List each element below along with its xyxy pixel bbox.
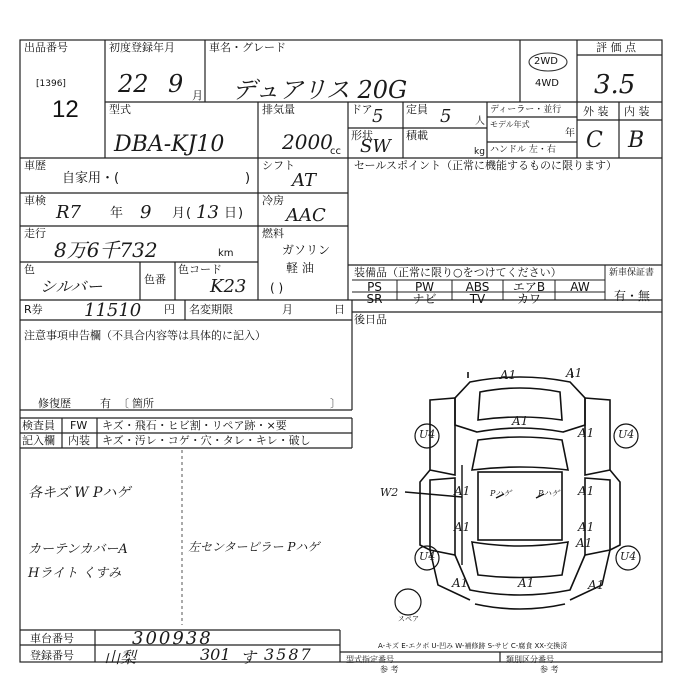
- month-unit-1: 月: [192, 89, 203, 102]
- insp-month-unit: 月: [172, 206, 186, 221]
- type-cert-ref: 参 考: [380, 665, 399, 674]
- reg-class: 301: [200, 645, 231, 664]
- name-change-label: 名変期限: [189, 303, 233, 316]
- hw-note-2: カーテンカバーA: [28, 542, 128, 557]
- color-value: シルバー: [40, 277, 103, 296]
- drive-2wd: 2WD: [534, 56, 558, 67]
- equipment-item: SR: [366, 292, 383, 306]
- damage-mark-u4: U4: [419, 550, 436, 563]
- handle-label: ハンドル 左・右: [490, 145, 556, 155]
- body-value: SW: [360, 136, 391, 157]
- category-ref: 参 考: [540, 665, 559, 674]
- model-year-label: モデル年式: [490, 120, 530, 129]
- damage-mark-phage: Pハゲ: [538, 489, 560, 498]
- damage-mark-a1: A1: [566, 366, 583, 380]
- usage-value: 自家用・(: [62, 171, 120, 186]
- insp-month: 9: [140, 202, 152, 223]
- repair-bracket-open: 〔: [118, 397, 129, 410]
- reg-label: 登録番号: [30, 649, 74, 662]
- cc-unit: cc: [330, 146, 341, 157]
- score-value: 3.5: [594, 70, 636, 100]
- damage-mark-phage: Pハゲ: [490, 489, 512, 498]
- insp-era: R7: [56, 202, 82, 223]
- ext-grade: C: [586, 128, 603, 153]
- chassis-number: 300938: [132, 628, 213, 649]
- reg-region: 山梨: [104, 648, 137, 667]
- displacement-value: 2000: [282, 130, 333, 154]
- mileage-label: 走行: [24, 227, 46, 240]
- equipment-item: AW: [570, 280, 590, 294]
- model-label: 型式: [109, 103, 131, 116]
- equipment-item: カワ: [516, 292, 541, 306]
- ac-label: 冷房: [262, 194, 284, 207]
- equipment-item: PW: [414, 280, 435, 294]
- reg-kana: す: [240, 648, 257, 667]
- inspector-label-2: 記入欄: [22, 434, 55, 447]
- damage-mark-a1: A1: [578, 484, 595, 498]
- damage-mark-a1: A1: [454, 484, 471, 498]
- displacement-label: 排気量: [262, 103, 295, 116]
- body-label: 形状: [351, 129, 373, 142]
- type-cert-label: 型式指定番号: [346, 655, 394, 664]
- model-year-unit: 年: [565, 128, 575, 139]
- aftermarket-label: 後日品: [354, 313, 387, 326]
- int-grade: B: [628, 128, 645, 153]
- spare-label: スペア: [398, 615, 419, 623]
- damage-mark-a1: A1: [452, 576, 469, 590]
- warranty-label: 新車保証書: [609, 268, 655, 278]
- km-unit: km: [218, 248, 234, 259]
- chassis-label: 車台番号: [30, 632, 74, 645]
- int-items: キズ・汚レ・コゲ・穴・タレ・キレ・破し: [102, 434, 311, 447]
- recycle-label: R券: [24, 303, 43, 316]
- damage-mark-a1: A1: [454, 520, 471, 534]
- equipment-label: 装備品（正常に限り○をつけてください）: [354, 266, 562, 279]
- fuel-light-oil: 軽 油: [286, 261, 314, 275]
- fuel-gas: ガソリン: [282, 243, 331, 257]
- repair-place-label: 箇所: [132, 397, 154, 410]
- int-label: 内 装: [624, 105, 650, 118]
- lot-number: 12: [52, 96, 79, 123]
- dealer-label: ディーラー・並行: [490, 105, 562, 115]
- fw-items: キズ・飛石・ヒビ割・リペア跡・×要: [102, 419, 287, 432]
- car-name: デュアリス 20G: [232, 76, 408, 104]
- lot-label: 出品番号: [24, 41, 68, 54]
- nc-day-label: 日: [334, 303, 345, 316]
- hw-note-1: 各キズ W Pハゲ: [28, 485, 131, 501]
- category-label: 類別区分番号: [506, 655, 554, 664]
- color-code-label: 色番: [144, 273, 166, 286]
- reg-number: 3587: [264, 645, 313, 664]
- ac-value: AAC: [286, 205, 326, 226]
- day-unit: 日: [224, 206, 238, 221]
- score-label: 評 価 点: [596, 41, 636, 54]
- damage-mark-u4: U4: [419, 428, 436, 441]
- year-unit: 年: [110, 206, 124, 221]
- lot-sub: [1396]: [36, 79, 66, 89]
- equipment-item: TV: [469, 292, 486, 306]
- fuel-label: 燃料: [262, 227, 284, 240]
- repair-value: 有: [100, 397, 111, 410]
- damage-mark-a1: A1: [518, 576, 535, 590]
- inspector-label-1: 検査員: [22, 419, 55, 432]
- drive-4wd: 4WD: [535, 78, 559, 89]
- color-label: 色: [24, 263, 35, 276]
- person-unit: 人: [475, 116, 485, 127]
- usage-close: ): [245, 171, 251, 186]
- kg-unit: kg: [474, 147, 485, 157]
- first-reg-label: 初度登録年月: [109, 41, 175, 54]
- damage-legend: A-キズ E-エクボ U-凹み W-補修跡 S-サビ C-腐食 XX-交換済: [378, 642, 568, 650]
- door-value: 5: [372, 106, 384, 127]
- damage-mark-a1: A1: [578, 426, 595, 440]
- int-insp-label: 内装: [68, 434, 90, 447]
- capacity-value: 5: [440, 106, 452, 127]
- damage-mark-a1: A1: [588, 578, 605, 592]
- auction-sheet: 出品番号 [1396] 12 初度登録年月 22 9 月 車名・グレード デュアリス 20G 2WD 4WD 評 価 点 3.5 型式 DBA-KJ10 排気量 2000 cc ドア 5 定員 5 人 形状 SW 積載 kg ディーラー・並行 モデル年式 年 ハンドル 左・右 外 装 内 装 C B 車歴 自家用・( ) 車検 R7 年 9 月 ( 13 日 ) 走行 8万6千732 km 色 シルバー 色番 色コード K23 R券 11510 円 名変期限 月 日 シフト AT 冷房 AAC 燃料 ガソリン 軽 油 ( ) セールスポイント（正常に機能するものに限ります） 装備品（正常に限り○をつけてください） 新車保証書 有・無 PS PW ABS エアB AW SR ナビ TV カワ 後日品 注意事項申告欄（不具合内容等は具体的に記入） 修復歴 有 〔 箇所 〕 検査員 記入欄 FW 内装 キズ・飛石・ヒビ割・リペア跡・×要 キズ・汚レ・コゲ・穴・タレ・キレ・破し 各キズ W Pハゲ カーテンカバーA Hライト くすみ 左センターピラー Pハゲ A1 A1 A1 A1 A1 A1 A1 A1 A1 A1 A1 A1 U4 U4 U4 U4 W2 Pハゲ Pハゲ スペア A-キズ E-エクボ U-凹み W-補修跡 S-サビ C-腐食 XX-交換済 車台番号 300938 登録番号 山梨 301 す 3587 型式指定番号 参 考 類別区分番号 参 考: [0, 0, 700, 700]
- inspection-label: 車検: [24, 194, 46, 207]
- damage-mark-a1: A1: [500, 368, 517, 382]
- shift-label: シフト: [262, 159, 295, 172]
- equipment-item: ナビ: [412, 292, 437, 306]
- damage-mark-a1: A1: [512, 414, 529, 428]
- repair-label: 修復歴: [38, 397, 71, 410]
- damage-mark-a1: A1: [576, 536, 593, 550]
- shift-value: AT: [292, 170, 317, 191]
- damage-mark-u4: U4: [618, 428, 635, 441]
- ext-label: 外 装: [583, 105, 609, 118]
- equipment-item: ABS: [465, 280, 490, 294]
- fw-label: FW: [70, 419, 88, 432]
- damage-mark-u4: U4: [620, 550, 637, 563]
- hw-note-3: Hライト くすみ: [28, 566, 122, 581]
- repair-bracket: 〕: [330, 397, 341, 410]
- recycle-value: 11510: [84, 300, 142, 321]
- damage-mark-a1: A1: [578, 520, 595, 534]
- color-code2-label: 色コード: [178, 263, 222, 276]
- equipment-item: PS: [367, 280, 382, 294]
- door-label: ドア: [351, 103, 373, 116]
- hw-note-4: 左センターピラー Pハゲ: [188, 540, 320, 554]
- usage-label: 車歴: [24, 159, 46, 172]
- damage-mark-w2: W2: [380, 486, 399, 499]
- load-label: 積載: [406, 129, 428, 142]
- sales-point-label: セールスポイント（正常に機能するものに限ります）: [354, 159, 618, 172]
- warranty-value: 有・無: [614, 289, 651, 303]
- color-code-value: K23: [210, 276, 247, 297]
- equipment-item: エアB: [512, 280, 546, 294]
- first-reg-year: 22: [118, 70, 149, 98]
- model-value: DBA-KJ10: [114, 132, 225, 157]
- capacity-label: 定員: [406, 103, 428, 116]
- notes-label: 注意事項申告欄（不具合内容等は具体的に記入）: [24, 329, 266, 342]
- mileage-value: 8万6千732: [54, 238, 158, 262]
- name-grade-label: 車名・グレード: [209, 41, 286, 54]
- nc-month-label: 月: [282, 303, 293, 316]
- fuel-other: ( ): [270, 281, 284, 295]
- insp-day: 13: [196, 202, 219, 223]
- first-reg-month: 9: [168, 70, 184, 98]
- yen-unit: 円: [164, 303, 175, 316]
